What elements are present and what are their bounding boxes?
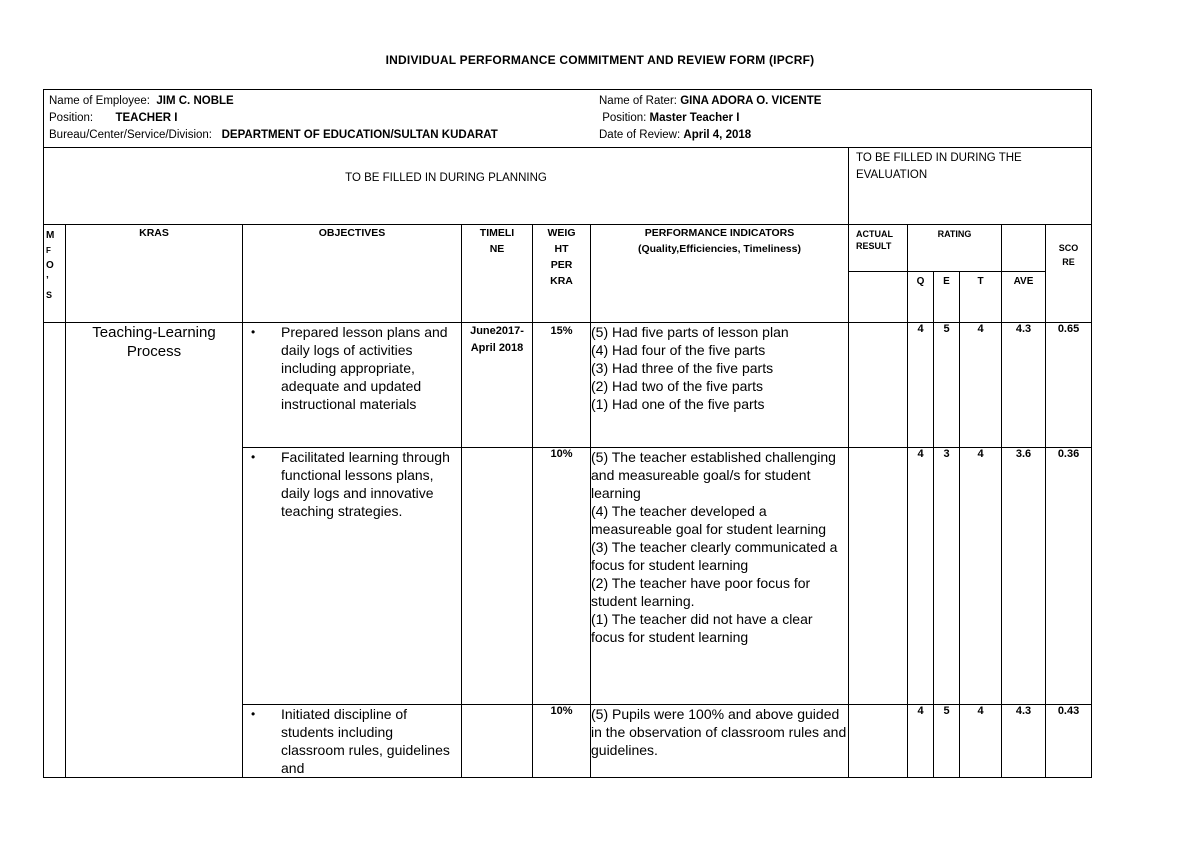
rater-name: GINA ADORA O. VICENTE xyxy=(680,95,822,107)
employee-position-label: Position: xyxy=(49,112,94,124)
t-header: T xyxy=(960,272,1002,323)
section-row xyxy=(44,148,1092,225)
info-cell xyxy=(44,90,1092,148)
t-rating: 4 xyxy=(960,323,1002,448)
ave-header: AVE xyxy=(1002,272,1046,323)
e-header: E xyxy=(934,272,960,323)
t-rating: 4 xyxy=(960,705,1002,778)
ave-rating: 4.3 xyxy=(1002,323,1046,448)
actual-result-cell xyxy=(849,448,908,705)
employee-name-label: Name of Employee: xyxy=(49,95,150,107)
mfos-header: M F O ’ S xyxy=(44,225,66,323)
actual-header-bottom xyxy=(849,272,908,323)
objective-cell xyxy=(243,705,462,778)
indicators-cell: (5) Pupils were 100% and above guided in the observation of classroom rules and guidelines. xyxy=(591,705,849,778)
q-header: Q xyxy=(908,272,934,323)
actual-result-cell xyxy=(849,705,908,778)
mfos-cell xyxy=(44,323,66,778)
review-date: April 4, 2018 xyxy=(683,129,752,141)
column-header-row xyxy=(44,225,1092,272)
rater-position: Master Teacher I xyxy=(649,112,740,124)
timeline-header: TIMELI NE xyxy=(462,225,533,323)
planning-section: TO BE FILLED IN DURING PLANNING xyxy=(44,148,849,225)
q-rating: 4 xyxy=(908,323,934,448)
t-rating: 4 xyxy=(960,448,1002,705)
info-row xyxy=(44,90,1092,148)
indicators-cell: (5) Had five parts of lesson plan (4) Had four of the five parts (3) Had three of the five parts (2) Had two of the five parts (1) Had one of the five parts xyxy=(591,323,849,448)
score-value: 0.36 xyxy=(1046,448,1092,705)
actual-result-cell xyxy=(849,323,908,448)
bureau-value: DEPARTMENT OF EDUCATION/SULTAN KUDARAT xyxy=(221,129,498,141)
ave-rating: 4.3 xyxy=(1002,705,1046,778)
employee-position: TEACHER I xyxy=(115,112,178,124)
kras-header: KRAS xyxy=(66,225,243,323)
bullet-icon: • xyxy=(251,450,256,464)
objectives-header: OBJECTIVES xyxy=(243,225,462,323)
q-rating: 4 xyxy=(908,705,934,778)
score-value: 0.43 xyxy=(1046,705,1092,778)
ave-header-top xyxy=(1002,225,1046,272)
bullet-icon: • xyxy=(251,325,256,339)
objective-text: Facilitated learning through functional lessons plans, daily logs and innovative teaching strategies. xyxy=(281,449,450,519)
evaluation-section: TO BE FILLED IN DURING THE EVALUATION xyxy=(849,148,1092,225)
bureau-label: Bureau/Center/Service/Division: xyxy=(49,129,212,141)
score-header: SCO RE xyxy=(1046,225,1092,323)
timeline-cell: June2017-April 2018 xyxy=(462,323,533,448)
e-rating: 3 xyxy=(934,448,960,705)
timeline-cell xyxy=(462,448,533,705)
objective-text: Initiated discipline of students including classroom rules, guidelines and xyxy=(281,706,450,776)
weight-header: WEIG HT PER KRA xyxy=(533,225,591,323)
q-rating: 4 xyxy=(908,448,934,705)
rater-position-label: Position: xyxy=(602,112,647,124)
indicators-cell: (5) The teacher established challenging and measureable goal/s for student learning (4) The teacher developed a measureable goal for student learning (3) The teacher clearly communicated a focus for student learning (2) The teacher have poor focus for student learning. (1) The teacher did not have a clear focus for student learning xyxy=(591,448,849,705)
objective-text: Prepared lesson plans and daily logs of activities including appropriate, adequate and updated instructional materials xyxy=(281,324,448,412)
objective-cell xyxy=(243,448,462,705)
ave-rating: 3.6 xyxy=(1002,448,1046,705)
rating-header: RATING xyxy=(908,225,1002,272)
rater-name-label: Name of Rater: xyxy=(599,95,677,107)
ipcrf-table xyxy=(43,89,1092,778)
e-rating: 5 xyxy=(934,705,960,778)
e-rating: 5 xyxy=(934,323,960,448)
objective-cell xyxy=(243,323,462,448)
rater-info xyxy=(599,93,821,144)
weight-cell: 15% xyxy=(533,323,591,448)
employee-name: JIM C. NOBLE xyxy=(156,95,234,107)
weight-cell: 10% xyxy=(533,705,591,778)
table-row xyxy=(44,323,1092,448)
employee-info xyxy=(49,93,498,144)
review-date-label: Date of Review: xyxy=(599,129,681,141)
kra-cell xyxy=(66,323,243,778)
weight-cell: 10% xyxy=(533,448,591,705)
bullet-icon: • xyxy=(251,707,256,721)
score-value: 0.65 xyxy=(1046,323,1092,448)
timeline-cell xyxy=(462,705,533,778)
form-title: INDIVIDUAL PERFORMANCE COMMITMENT AND REVIEW FORM (IPCRF) xyxy=(385,53,815,67)
indicators-header: PERFORMANCE INDICATORS (Quality,Efficiencies, Timeliness) xyxy=(591,225,849,323)
kra-title: Teaching-Learning Process xyxy=(92,324,216,360)
actual-header: ACTUAL RESULT xyxy=(849,225,908,272)
